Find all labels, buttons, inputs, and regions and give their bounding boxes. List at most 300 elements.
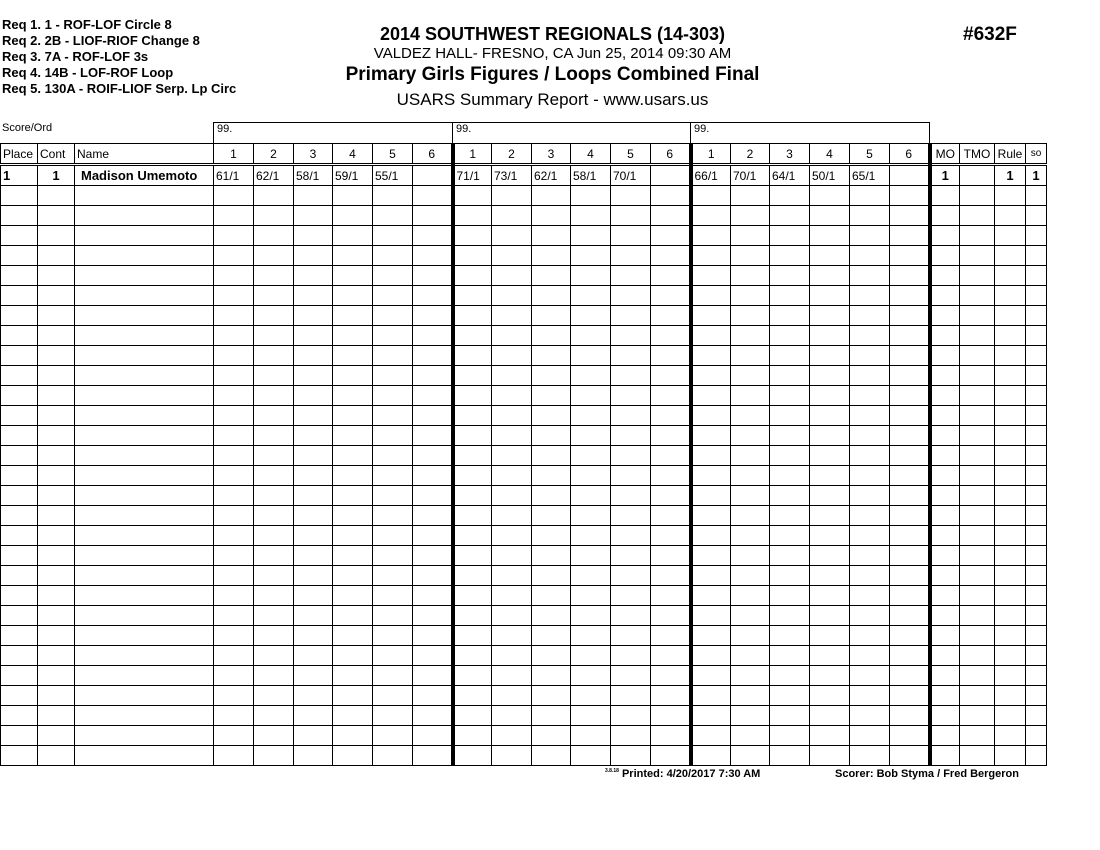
empty-cell: [995, 646, 1026, 666]
empty-cell: [651, 686, 691, 706]
empty-cell: [492, 386, 532, 406]
empty-cell: [214, 506, 254, 526]
empty-cell: [930, 406, 960, 426]
empty-cell: [850, 646, 890, 666]
empty-cell: [1026, 326, 1047, 346]
empty-cell: [214, 606, 254, 626]
empty-cell: [770, 186, 810, 206]
empty-cell: [850, 466, 890, 486]
empty-cell: [254, 226, 294, 246]
empty-cell: [810, 666, 850, 686]
empty-cell: [453, 706, 492, 726]
empty-cell: [1026, 386, 1047, 406]
empty-cell: [571, 466, 611, 486]
empty-cell: [890, 186, 930, 206]
empty-cell: [254, 606, 294, 626]
score-cell: 50/1: [810, 165, 850, 186]
empty-cell: [214, 366, 254, 386]
table-row-empty: [1, 566, 1047, 586]
empty-cell: [532, 306, 571, 326]
empty-cell: [214, 246, 254, 266]
empty-cell: [770, 486, 810, 506]
empty-cell: [810, 526, 850, 546]
empty-cell: [930, 466, 960, 486]
empty-cell: [532, 606, 571, 626]
empty-cell: [413, 686, 453, 706]
empty-cell: [294, 566, 333, 586]
empty-cell: [1, 526, 38, 546]
empty-cell: [890, 666, 930, 686]
empty-cell: [453, 526, 492, 546]
empty-cell: [333, 266, 373, 286]
col-so: so: [1026, 144, 1047, 165]
empty-cell: [850, 746, 890, 766]
empty-cell: [333, 746, 373, 766]
empty-cell: [890, 706, 930, 726]
empty-cell: [930, 686, 960, 706]
empty-cell: [770, 686, 810, 706]
empty-cell: [770, 566, 810, 586]
empty-cell: [333, 686, 373, 706]
empty-cell: [532, 206, 571, 226]
empty-cell: [960, 546, 995, 566]
empty-cell: [333, 306, 373, 326]
empty-cell: [38, 246, 75, 266]
table-row-empty: [1, 686, 1047, 706]
empty-cell: [294, 546, 333, 566]
requirements-list: [2, 17, 236, 97]
empty-cell: [995, 406, 1026, 426]
empty-cell: [611, 366, 651, 386]
empty-cell: [294, 466, 333, 486]
score-ord-label: Score/Ord: [2, 122, 53, 134]
empty-cell: [770, 226, 810, 246]
empty-cell: [611, 526, 651, 546]
empty-cell: [611, 186, 651, 206]
empty-cell: [731, 326, 770, 346]
empty-cell: [770, 666, 810, 686]
empty-cell: [1, 386, 38, 406]
empty-cell: [492, 646, 532, 666]
empty-cell: [1026, 286, 1047, 306]
empty-cell: [731, 646, 770, 666]
empty-cell: [333, 206, 373, 226]
empty-cell: [413, 586, 453, 606]
score-cell: 66/1: [691, 165, 731, 186]
empty-cell: [413, 186, 453, 206]
empty-cell: [691, 366, 731, 386]
empty-cell: [214, 426, 254, 446]
empty-cell: [1026, 406, 1047, 426]
empty-cell: [214, 746, 254, 766]
empty-cell: [611, 686, 651, 706]
empty-cell: [214, 666, 254, 686]
empty-cell: [532, 266, 571, 286]
empty-cell: [492, 466, 532, 486]
empty-cell: [294, 686, 333, 706]
event-title: Primary Girls Figures / Loops Combined Final: [345, 64, 760, 85]
empty-cell: [532, 626, 571, 646]
empty-cell: [38, 286, 75, 306]
empty-cell: [691, 626, 731, 646]
empty-cell: [453, 306, 492, 326]
empty-cell: [731, 406, 770, 426]
empty-cell: [294, 446, 333, 466]
empty-cell: [254, 486, 294, 506]
empty-cell: [651, 286, 691, 306]
empty-cell: [1026, 666, 1047, 686]
empty-cell: [890, 426, 930, 446]
empty-cell: [38, 686, 75, 706]
empty-cell: [214, 386, 254, 406]
empty-cell: [413, 526, 453, 546]
empty-cell: [611, 226, 651, 246]
empty-cell: [571, 526, 611, 546]
empty-cell: [294, 286, 333, 306]
empty-cell: [333, 286, 373, 306]
empty-cell: [995, 746, 1026, 766]
empty-cell: [995, 466, 1026, 486]
empty-cell: [453, 726, 492, 746]
col-name: Name: [75, 144, 214, 165]
empty-cell: [1, 226, 38, 246]
empty-cell: [731, 726, 770, 746]
empty-cell: [492, 706, 532, 726]
empty-cell: [38, 446, 75, 466]
empty-cell: [850, 346, 890, 366]
empty-cell: [532, 386, 571, 406]
empty-cell: [890, 546, 930, 566]
empty-cell: [611, 326, 651, 346]
empty-cell: [930, 506, 960, 526]
empty-cell: [254, 326, 294, 346]
empty-cell: [1, 546, 38, 566]
empty-cell: [75, 306, 214, 326]
score-cell: 58/1: [571, 165, 611, 186]
empty-cell: [571, 706, 611, 726]
empty-cell: [890, 346, 930, 366]
empty-cell: [214, 346, 254, 366]
empty-cell: [810, 466, 850, 486]
empty-cell: [492, 286, 532, 306]
empty-cell: [731, 746, 770, 766]
empty-cell: [691, 606, 731, 626]
empty-cell: [770, 546, 810, 566]
empty-cell: [294, 746, 333, 766]
empty-cell: [1, 466, 38, 486]
empty-cell: [333, 366, 373, 386]
empty-cell: [214, 206, 254, 226]
empty-cell: [214, 466, 254, 486]
empty-cell: [890, 526, 930, 546]
empty-cell: [38, 486, 75, 506]
empty-cell: [651, 586, 691, 606]
skater-name: Madison Umemoto: [75, 165, 214, 186]
empty-cell: [492, 746, 532, 766]
empty-cell: [770, 746, 810, 766]
empty-cell: [294, 486, 333, 506]
empty-cell: [571, 486, 611, 506]
empty-cell: [1026, 226, 1047, 246]
empty-cell: [453, 626, 492, 646]
empty-cell: [611, 446, 651, 466]
empty-cell: [333, 386, 373, 406]
empty-cell: [770, 446, 810, 466]
empty-cell: [214, 306, 254, 326]
empty-cell: [571, 266, 611, 286]
empty-cell: [930, 586, 960, 606]
empty-cell: [75, 686, 214, 706]
table-row-empty: [1, 526, 1047, 546]
empty-cell: [691, 546, 731, 566]
empty-cell: [770, 586, 810, 606]
empty-cell: [75, 286, 214, 306]
empty-cell: [254, 746, 294, 766]
empty-cell: [373, 686, 413, 706]
empty-cell: [373, 246, 413, 266]
empty-cell: [492, 666, 532, 686]
empty-cell: [413, 446, 453, 466]
empty-cell: [38, 586, 75, 606]
results-table: [0, 143, 1047, 766]
empty-cell: [930, 246, 960, 266]
table-row-empty: [1, 606, 1047, 626]
empty-cell: [373, 606, 413, 626]
empty-cell: [75, 346, 214, 366]
empty-cell: [770, 626, 810, 646]
table-row-empty: [1, 266, 1047, 286]
empty-cell: [413, 206, 453, 226]
empty-cell: [492, 306, 532, 326]
empty-cell: [611, 566, 651, 586]
empty-cell: [731, 286, 770, 306]
empty-cell: [960, 606, 995, 626]
empty-cell: [571, 186, 611, 206]
empty-cell: [75, 526, 214, 546]
empty-cell: [373, 526, 413, 546]
empty-cell: [1026, 586, 1047, 606]
col-j2-fig: 2: [492, 144, 532, 165]
empty-cell: [214, 706, 254, 726]
empty-cell: [373, 206, 413, 226]
empty-cell: [930, 286, 960, 306]
empty-cell: [810, 246, 850, 266]
empty-cell: [770, 286, 810, 306]
empty-cell: [333, 186, 373, 206]
empty-cell: [960, 326, 995, 346]
empty-cell: [532, 226, 571, 246]
score-cell: 62/1: [532, 165, 571, 186]
empty-cell: [373, 386, 413, 406]
empty-cell: [1026, 646, 1047, 666]
empty-cell: [810, 306, 850, 326]
venue-date: VALDEZ HALL- FRESNO, CA Jun 25, 2014 09:30 AM: [373, 45, 732, 62]
empty-cell: [810, 326, 850, 346]
empty-cell: [651, 726, 691, 746]
competition-title: 2014 SOUTHWEST REGIONALS (14-303): [379, 24, 726, 44]
empty-cell: [651, 266, 691, 286]
requirement-item: Req 5. 130A - ROIF-LIOF Serp. Lp Circ: [2, 81, 237, 96]
table-row-empty: [1, 466, 1047, 486]
empty-cell: [960, 526, 995, 546]
empty-cell: [691, 506, 731, 526]
cont-cell: 1: [38, 165, 75, 186]
empty-cell: [214, 486, 254, 506]
empty-cell: [995, 706, 1026, 726]
empty-cell: [373, 466, 413, 486]
empty-cell: [571, 666, 611, 686]
empty-cell: [890, 626, 930, 646]
score-cell: 61/1: [214, 165, 254, 186]
empty-cell: [413, 326, 453, 346]
empty-cell: [890, 746, 930, 766]
empty-cell: [770, 426, 810, 446]
empty-cell: [930, 526, 960, 546]
empty-cell: [850, 206, 890, 226]
table-row-empty: [1, 726, 1047, 746]
empty-cell: [532, 566, 571, 586]
empty-cell: [254, 546, 294, 566]
col-j3-fig: 3: [770, 144, 810, 165]
empty-cell: [254, 586, 294, 606]
empty-cell: [611, 286, 651, 306]
empty-cell: [890, 466, 930, 486]
empty-cell: [995, 386, 1026, 406]
empty-cell: [731, 506, 770, 526]
empty-cell: [651, 666, 691, 686]
empty-cell: [995, 306, 1026, 326]
empty-cell: [960, 626, 995, 646]
empty-cell: [995, 246, 1026, 266]
empty-cell: [214, 286, 254, 306]
table-row-empty: [1, 446, 1047, 466]
empty-cell: [611, 206, 651, 226]
empty-cell: [1, 186, 38, 206]
empty-cell: [850, 306, 890, 326]
empty-cell: [571, 286, 611, 306]
empty-cell: [532, 426, 571, 446]
empty-cell: [960, 726, 995, 746]
empty-cell: [651, 406, 691, 426]
empty-cell: [532, 486, 571, 506]
empty-cell: [611, 606, 651, 626]
empty-cell: [38, 666, 75, 686]
empty-cell: [691, 206, 731, 226]
empty-cell: [691, 466, 731, 486]
empty-cell: [1, 646, 38, 666]
table-row-empty: [1, 546, 1047, 566]
requirement-item: Req 2. 2B - LIOF-RIOF Change 8: [2, 33, 200, 48]
empty-cell: [413, 566, 453, 586]
empty-cell: [850, 606, 890, 626]
empty-cell: [38, 426, 75, 446]
empty-cell: [571, 566, 611, 586]
empty-cell: [492, 326, 532, 346]
empty-cell: [810, 626, 850, 646]
empty-cell: [373, 186, 413, 206]
empty-cell: [890, 266, 930, 286]
empty-cell: [254, 706, 294, 726]
empty-cell: [1, 586, 38, 606]
empty-cell: [38, 366, 75, 386]
empty-cell: [731, 486, 770, 506]
empty-cell: [571, 326, 611, 346]
place-cell: 1: [1, 165, 38, 186]
empty-cell: [611, 406, 651, 426]
empty-cell: [373, 306, 413, 326]
empty-cell: [254, 526, 294, 546]
empty-cell: [254, 206, 294, 226]
score-cell: 73/1: [492, 165, 532, 186]
empty-cell: [731, 586, 770, 606]
empty-cell: [254, 666, 294, 686]
empty-cell: [413, 346, 453, 366]
empty-cell: [532, 726, 571, 746]
empty-cell: [413, 386, 453, 406]
empty-cell: [770, 366, 810, 386]
empty-cell: [38, 386, 75, 406]
empty-cell: [294, 346, 333, 366]
empty-cell: [75, 566, 214, 586]
empty-cell: [413, 226, 453, 246]
empty-cell: [453, 366, 492, 386]
empty-cell: [810, 726, 850, 746]
empty-cell: [850, 566, 890, 586]
empty-cell: [373, 626, 413, 646]
empty-cell: [731, 386, 770, 406]
table-row-empty: [1, 286, 1047, 306]
empty-cell: [413, 746, 453, 766]
col-j3-fig: 1: [691, 144, 731, 165]
empty-cell: [651, 326, 691, 346]
empty-cell: [492, 346, 532, 366]
empty-cell: [651, 366, 691, 386]
empty-cell: [333, 726, 373, 746]
col-tmo: TMO: [960, 144, 995, 165]
empty-cell: [890, 286, 930, 306]
empty-cell: [214, 526, 254, 546]
empty-cell: [1, 706, 38, 726]
empty-cell: [453, 546, 492, 566]
empty-cell: [930, 666, 960, 686]
empty-cell: [651, 546, 691, 566]
empty-cell: [770, 346, 810, 366]
empty-cell: [770, 246, 810, 266]
empty-cell: [960, 566, 995, 586]
empty-cell: [373, 366, 413, 386]
empty-cell: [1026, 486, 1047, 506]
empty-cell: [890, 486, 930, 506]
empty-cell: [930, 206, 960, 226]
score-cell: 64/1: [770, 165, 810, 186]
printed-timestamp: [605, 768, 760, 780]
empty-cell: [294, 706, 333, 726]
empty-cell: [810, 346, 850, 366]
empty-cell: [532, 546, 571, 566]
empty-cell: [890, 606, 930, 626]
empty-cell: [453, 446, 492, 466]
empty-cell: [532, 586, 571, 606]
report-subtitle: USARS Summary Report - www.usars.us: [396, 90, 709, 109]
empty-cell: [930, 346, 960, 366]
empty-cell: [770, 466, 810, 486]
empty-cell: [38, 226, 75, 246]
empty-cell: [995, 366, 1026, 386]
empty-cell: [691, 486, 731, 506]
empty-cell: [691, 586, 731, 606]
empty-cell: [731, 546, 770, 566]
empty-cell: [651, 466, 691, 486]
